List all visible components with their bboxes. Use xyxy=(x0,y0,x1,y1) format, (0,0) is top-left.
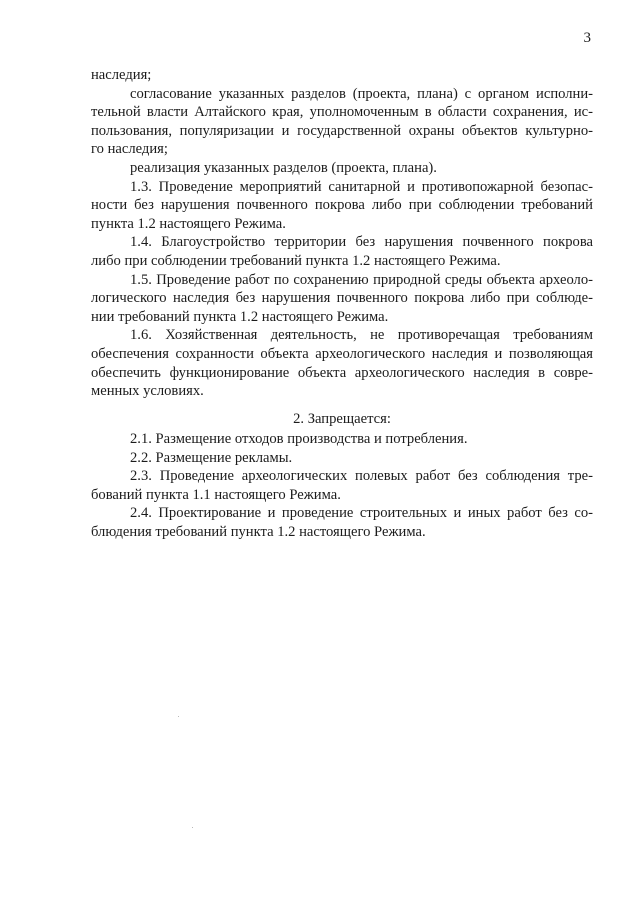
text-line: тельной власти Алтайского края, уполномоченным в области сохранения, ис- xyxy=(91,104,593,121)
section-1-text xyxy=(91,66,593,401)
text-line: либо при соблюдении требований пункта 1.2 настоящего Режима. xyxy=(91,252,501,269)
text-line: 2.1. Размещение отходов производства и потребления. xyxy=(130,431,468,447)
text-line: го наследия; xyxy=(91,141,168,158)
text-line: ности без нарушения почвенного покрова либо при соблюдении требований xyxy=(91,197,593,214)
text-line: 1.6. Хозяйственная деятельность, не противоречащая требованиям xyxy=(130,327,593,344)
text-line: 2.4. Проектирование и проведение строительных и иных работ без со- xyxy=(130,505,593,522)
scan-speck xyxy=(192,827,193,828)
section-2-heading: 2. Запрещается: xyxy=(293,411,391,427)
scan-speck xyxy=(178,716,179,717)
text-line: 1.4. Благоустройство территории без нарушения почвенного покрова xyxy=(130,234,593,251)
text-line: наследия; xyxy=(91,67,152,83)
text-line: бований пункта 1.1 настоящего Режима. xyxy=(91,486,341,503)
text-line: менных условиях. xyxy=(91,383,204,400)
text-line: 2.3. Проведение археологических полевых работ без соблюдения тре- xyxy=(130,468,593,485)
text-line: пункта 1.2 настоящего Режима. xyxy=(91,215,286,232)
text-line: блюдения требований пункта 1.2 настоящего Режима. xyxy=(91,523,426,540)
page-number: 3 xyxy=(583,30,591,46)
text-line: нии требований пункта 1.2 настоящего Режима. xyxy=(91,308,389,325)
text-line: 1.5. Проведение работ по сохранению природной среды объекта археоло- xyxy=(130,271,593,288)
section-2-text xyxy=(91,430,593,542)
text-line: логического наследия без нарушения почвенного покрова либо при соблюде- xyxy=(91,290,593,307)
text-line: 1.3. Проведение мероприятий санитарной и противопожарной безопас- xyxy=(130,178,593,195)
text-line: 2.2. Размещение рекламы. xyxy=(130,449,293,466)
text-line: реализация указанных разделов (проекта, плана). xyxy=(130,159,437,176)
text-line: согласование указанных разделов (проекта, плана) с органом исполни- xyxy=(130,85,593,102)
text-line: обеспечения сохранности объекта археологического наследия и позволяющая xyxy=(91,345,593,362)
text-line: обеспечить функционирование объекта археологического наследия в совре- xyxy=(91,364,593,381)
text-line: пользования, популяризации и государственной охраны объектов культурно- xyxy=(91,122,593,139)
